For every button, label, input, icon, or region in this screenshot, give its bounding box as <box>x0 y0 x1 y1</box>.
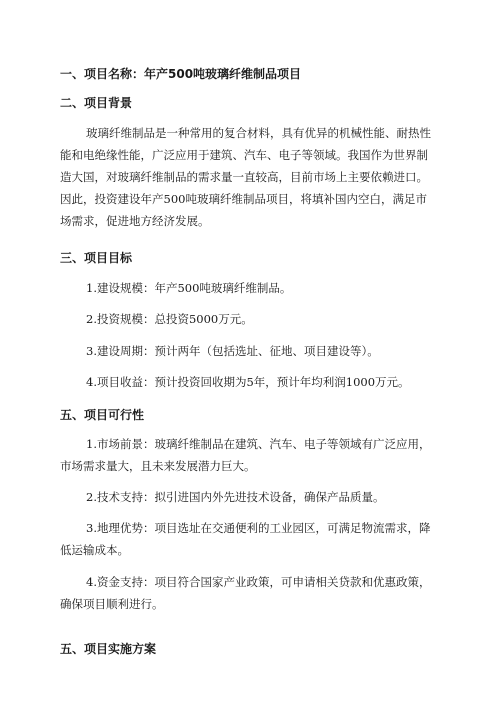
goal-item-2: 2.投资规模：总投资5000万元。 <box>86 312 253 326</box>
heading-implementation-plan: 五、项目实施方案 <box>60 642 157 656</box>
heading-project-feasibility: 五、项目可行性 <box>60 408 145 422</box>
feasibility-item-3: 3.地理优势：项目选址在交通便利的工业园区，可满足物流需求，降低运输成本。 <box>60 521 431 557</box>
feasibility-item-2: 2.技术支持：拟引进国内外先进技术设备，确保产品质量。 <box>86 490 385 504</box>
heading-project-goals: 三、项目目标 <box>60 251 133 265</box>
feasibility-item-4: 4.资金支持：项目符合国家产业政策，可申请相关贷款和优惠政策，确保项目顺利进行。 <box>60 575 431 611</box>
paragraph-project-background: 玻璃纤维制品是一种常用的复合材料，具有优异的机械性能、耐热性能和电绝缘性能，广泛应用于建筑、汽车、电子等领域。我国作为世界制造大国，对玻璃纤维制品的需求量一直较高，目前市场上主要依赖进口。因此，投资建设年产500吨玻璃纤维制品项目，将填补国内空白，满足市场需求，促进地方经济发展。 <box>60 126 431 228</box>
feasibility-item-1: 1.市场前景：玻璃纤维制品在建筑、汽车、电子等领域有广泛应用，市场需求量大，且未来发展潜力巨大。 <box>60 437 431 473</box>
heading-project-background: 二、项目背景 <box>60 96 133 110</box>
heading-project-name: 一、项目名称：年产500吨玻璃纤维制品项目 <box>60 67 302 81</box>
goal-item-3: 3.建设周期：预计两年（包括选址、征地、项目建设等）。 <box>86 344 379 358</box>
goal-item-4: 4.项目收益：预计投资回收期为5年，预计年均利润1000万元。 <box>86 375 410 389</box>
goal-item-1: 1.建设规模：年产500吨玻璃纤维制品。 <box>86 281 292 295</box>
